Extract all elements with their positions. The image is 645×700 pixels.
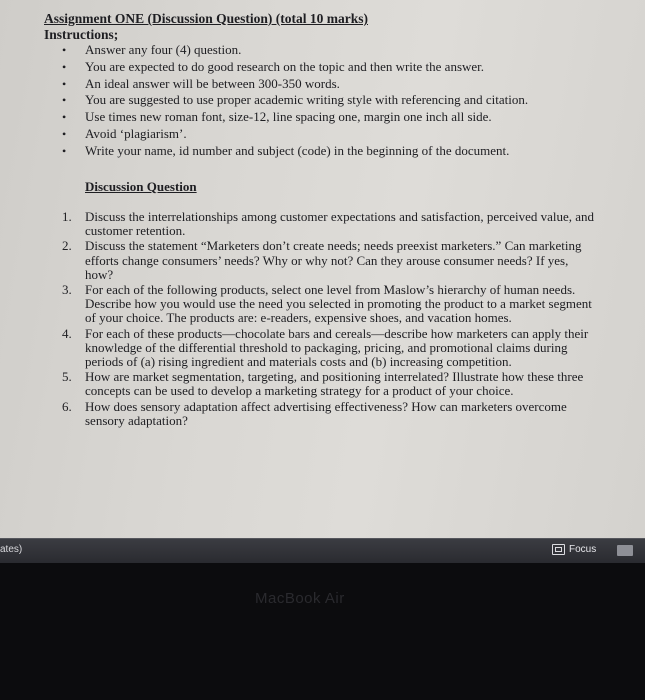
bullet-icon: •: [62, 76, 67, 91]
instruction-text: Answer any four (4) question.: [85, 42, 242, 57]
instruction-item: [62, 76, 528, 93]
bullet-icon: •: [62, 43, 67, 57]
instruction-text: An ideal answer will be between 300-350 words.: [85, 75, 340, 91]
discussion-question-heading: Discussion Question: [85, 179, 197, 194]
bullet-icon: •: [62, 143, 67, 158]
question-item: [62, 283, 597, 326]
assignment-heading: Assignment ONE (Discussion Question) (total 10 marks): [44, 11, 369, 26]
bullet-icon: •: [62, 93, 67, 108]
question-text: Discuss the statement “Marketers don’t create needs; needs preexist marketers.” Can marketing efforts change consumers’ needs? Why or why not? Can they arouse consumer needs? If yes, how?: [85, 238, 582, 282]
questions-list: [62, 210, 597, 429]
question-number: 1.: [62, 209, 72, 224]
question-item: [62, 327, 597, 370]
question-text: How are market segmentation, targeting, and positioning interrelated? Illustrate how these three concepts can be used to develop a marketing strategy for a product of your choice.: [85, 369, 584, 399]
question-number: 5.: [62, 369, 72, 385]
instruction-item: [62, 143, 528, 160]
instruction-text: Write your name, id number and subject (code) in the beginning of the document.: [85, 142, 510, 158]
question-number: 2.: [62, 238, 72, 254]
instruction-text: Use times new roman font, size-12, line spacing one, margin one inch all side.: [85, 109, 492, 125]
focus-button[interactable]: [552, 544, 596, 555]
question-item: [62, 210, 597, 238]
status-text: ates): [0, 544, 23, 555]
instruction-item: [62, 109, 528, 126]
instructions-title: Instructions;: [44, 27, 119, 42]
question-text: How does sensory adaptation affect advertising effectiveness? How can marketers overcome sensory adaptation?: [85, 398, 567, 428]
question-item: [62, 370, 597, 398]
question-text: Discuss the interrelationships among customer expectations and satisfaction, perceived value, and customer retention.: [85, 209, 595, 239]
question-text: For each of these products—chocolate bars and cereals—describe how marketers can apply their knowledge of the differential threshold to packaging, pricing, and promotional claims during periods of (a) rising ingredient and materials costs and (b) increasing competition.: [85, 325, 589, 370]
question-item: [62, 400, 597, 428]
question-number: 6.: [62, 398, 72, 414]
bezel-label: MacBook Air: [255, 590, 345, 607]
instruction-item: [62, 59, 528, 76]
question-number: 3.: [62, 282, 72, 298]
focus-label: Focus: [569, 544, 597, 555]
status-bar: [0, 538, 645, 563]
bullet-icon: •: [62, 126, 67, 141]
focus-icon: [552, 544, 565, 555]
instruction-item: [62, 126, 528, 143]
question-item: [62, 239, 597, 282]
instruction-text: You are expected to do good research on the topic and then write the answer.: [85, 58, 485, 74]
question-number: 4.: [62, 325, 72, 341]
instruction-item: [62, 42, 528, 59]
instruction-text: Avoid ‘plagiarism’.: [85, 125, 187, 141]
instruction-text: You are suggested to use proper academic writing style with referencing and citation.: [85, 92, 529, 108]
instructions-list: [62, 42, 528, 160]
view-layout-icon[interactable]: [617, 545, 633, 556]
bullet-icon: •: [62, 59, 67, 74]
question-text: For each of the following products, select one level from Maslow’s hierarchy of human needs. Describe how you would use the need you selected in promoting the product to a market segment of your choice. The products are: e-readers, expensive shoes, and vacation homes.: [85, 282, 592, 326]
bullet-icon: •: [62, 110, 67, 125]
instruction-item: [62, 92, 528, 109]
